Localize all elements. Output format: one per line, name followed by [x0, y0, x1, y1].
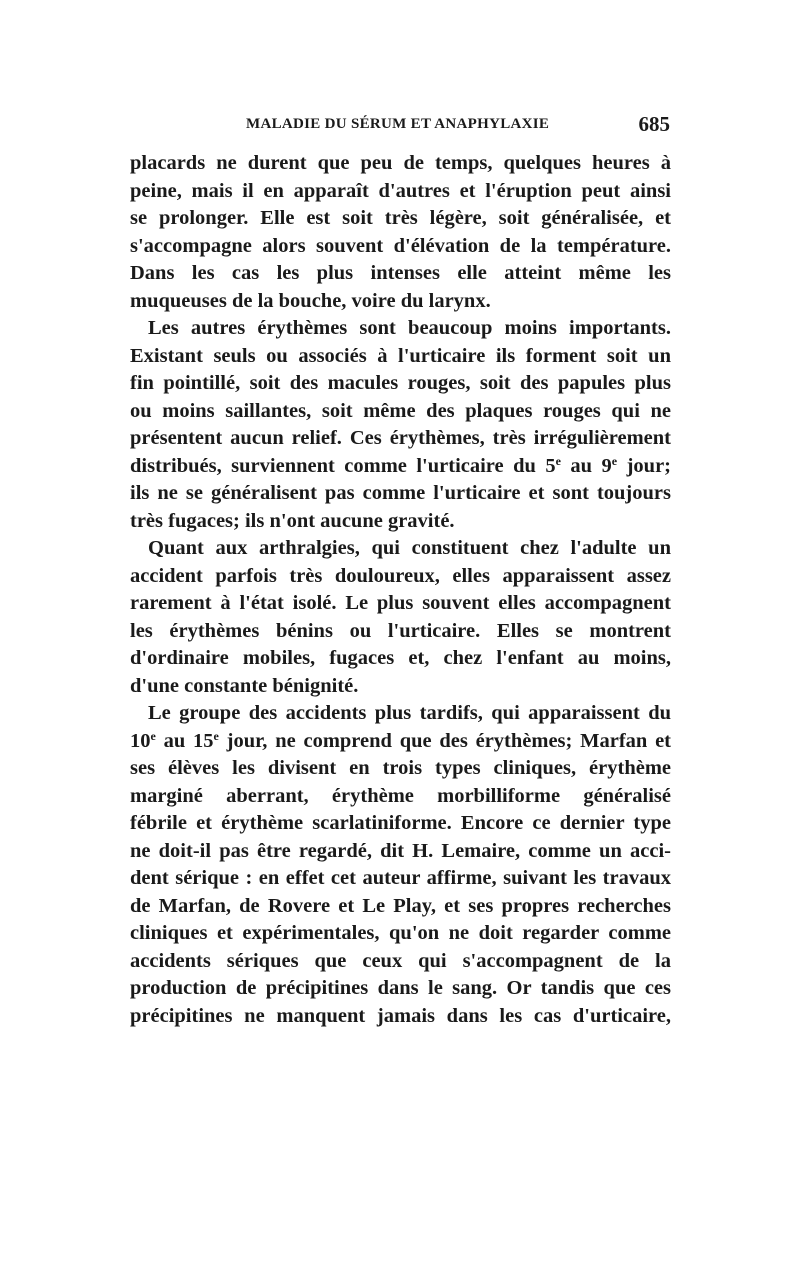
text-line: de Marfan, de Rovere et Le Play, et ses propres recherches: [130, 894, 671, 917]
text-line: Les autres érythèmes sont beaucoup moins importants.: [148, 317, 671, 339]
text-line: fin pointillé, soit des macules rouges, soit des papules plus: [130, 372, 671, 394]
text-line: placards ne durent que peu de temps, quelques heures à: [130, 152, 671, 174]
text-line: d'une constante bénignité.: [130, 674, 359, 697]
text-line: s'accompagne alors souvent d'élévation de la température.: [130, 234, 671, 257]
text-line: accidents sériques que ceux qui s'accompagnent de la: [130, 949, 671, 972]
text-line: distribués, surviennent comme l'urticaire du 5e au 9e jour;: [130, 453, 671, 477]
text-line: rarement à l'état isolé. Le plus souvent elles accompagnent: [130, 592, 671, 614]
text-line: très fugaces; ils n'ont aucune gravité.: [130, 509, 455, 532]
running-title: MALADIE DU SÉRUM ET ANAPHYLAXIE: [246, 116, 550, 132]
page-number: 685: [638, 112, 670, 136]
text-line: fébrile et érythème scarlatiniforme. Encore ce dernier type: [130, 812, 671, 834]
text-line: ou moins saillantes, soit même des plaques rouges qui ne: [130, 399, 671, 422]
running-head: [130, 112, 670, 140]
text-line: ils ne se généralisent pas comme l'urticaire et sont toujours: [130, 482, 671, 504]
text-line: production de précipitines dans le sang. Or tandis que ces: [130, 977, 671, 999]
text-line: Le groupe des accidents plus tardifs, qui apparaissent du: [148, 702, 671, 724]
text-line: d'ordinaire mobiles, fugaces et, chez l'enfant au moins,: [130, 647, 671, 669]
text-line: cliniques et expérimentales, qu'on ne doit regarder comme: [130, 922, 671, 944]
text-line: accident parfois très douloureux, elles apparaissent assez: [130, 564, 671, 587]
text-line: Quant aux arthralgies, qui constituent chez l'adulte un: [148, 537, 671, 559]
text-line: présentent aucun relief. Ces érythèmes, très irrégulièrement: [130, 427, 671, 449]
text-line: dent sérique : en effet cet auteur affirme, suivant les travaux: [130, 867, 671, 889]
text-line: les érythèmes bénins ou l'urticaire. Elles se montrent: [130, 619, 671, 642]
text-line: ne doit-il pas être regardé, dit H. Lemaire, comme un acci-: [130, 839, 671, 862]
text-line: Dans les cas les plus intenses elle atteint même les: [130, 262, 671, 284]
text-line: muqueuses de la bouche, voire du larynx.: [130, 289, 491, 312]
text-line: ses élèves les divisent en trois types cliniques, érythème: [130, 757, 671, 779]
text-line: se prolonger. Elle est soit très légère, soit généralisée, et: [130, 207, 671, 229]
text-line: marginé aberrant, érythème morbilliforme généralisé: [130, 784, 671, 807]
body-text: [130, 150, 671, 1030]
text-line: Existant seuls ou associés à l'urticaire ils forment soit un: [130, 344, 671, 367]
text-line: 10e au 15e jour, ne comprend que des érythèmes; Marfan et: [130, 728, 671, 752]
text-line: peine, mais il en apparaît d'autres et l'éruption peut ainsi: [130, 179, 671, 202]
text-line: précipitines ne manquent jamais dans les cas d'urticaire,: [130, 1004, 671, 1027]
